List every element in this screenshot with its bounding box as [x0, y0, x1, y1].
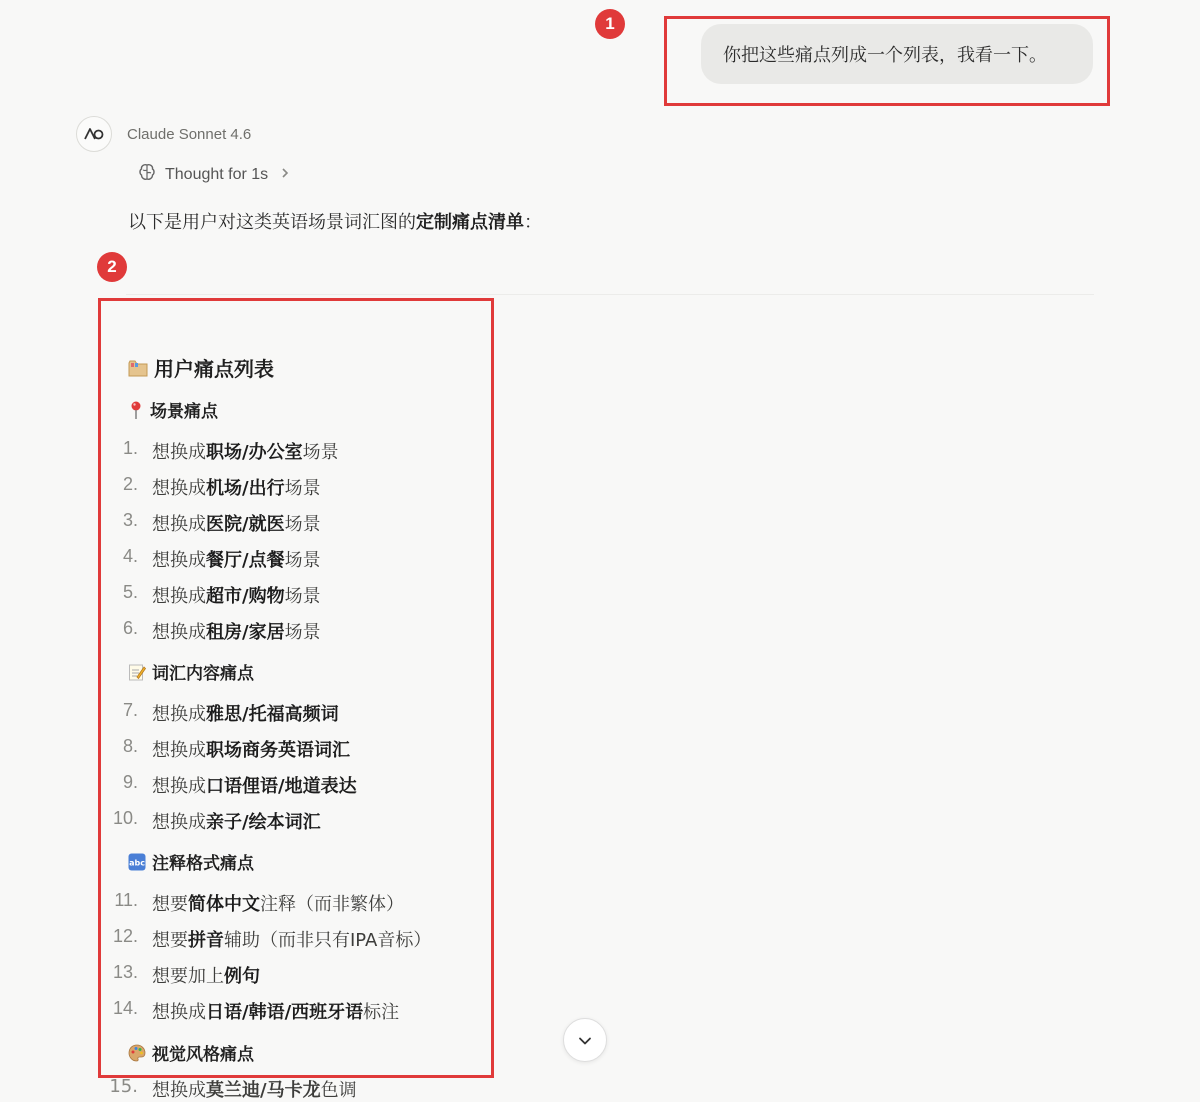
- item-number: 15.: [109, 1076, 138, 1097]
- list-item: [0, 510, 321, 536]
- section-heading-vocab: [128, 659, 254, 684]
- memo-icon: [128, 663, 146, 681]
- section-heading-format: [128, 849, 254, 874]
- list-item: [0, 772, 357, 798]
- list-item: [0, 474, 321, 500]
- item-number: 13.: [112, 962, 138, 982]
- item-number: 11.: [114, 890, 138, 910]
- thought-toggle[interactable]: [137, 162, 290, 187]
- item-number: 6.: [122, 618, 138, 638]
- item-text: 想换成职场商务英语词汇: [152, 740, 350, 761]
- section-title: 词汇内容痛点: [152, 664, 254, 684]
- item-number: 12.: [112, 926, 138, 946]
- item-number: 1.: [122, 438, 138, 458]
- item-number: 10.: [112, 808, 138, 828]
- section-heading-visual: [128, 1040, 254, 1065]
- item-text: 想换成餐厅/点餐场景: [152, 550, 321, 571]
- brain-icon: [137, 162, 157, 187]
- item-text: 想换成超市/购物场景: [152, 586, 321, 607]
- annotation-marker-1: 1: [595, 9, 625, 39]
- item-text: 想换成亲子/绘本词汇: [152, 812, 321, 833]
- list-item: [0, 546, 321, 572]
- item-text: 想换成租房/家居场景: [152, 622, 321, 643]
- item-number: 8.: [122, 736, 138, 756]
- folder-icon: [128, 359, 148, 377]
- list-item: [0, 1076, 357, 1102]
- chevron-right-icon: [280, 166, 290, 184]
- item-text: 想要拼音辅助（而非只有IPA音标）: [152, 930, 432, 951]
- list-item: [0, 998, 399, 1024]
- thought-label: Thought for 1s: [165, 165, 269, 183]
- assistant-header: [76, 116, 251, 152]
- section-title: 视觉风格痛点: [152, 1045, 254, 1065]
- item-text: 想换成医院/就医场景: [152, 514, 321, 535]
- chevron-down-icon: [578, 1031, 592, 1050]
- item-text: 想换成日语/韩语/西班牙语标注: [152, 1002, 400, 1023]
- item-text: 想换成雅思/托福高频词: [152, 704, 339, 725]
- item-text: 想要简体中文注释（而非繁体）: [152, 894, 404, 915]
- item-text: 想换成莫兰迪/马卡龙色调: [152, 1080, 357, 1101]
- item-text: 想换成口语俚语/地道表达: [152, 776, 357, 797]
- user-message-bubble: [701, 24, 1093, 84]
- list-item: [0, 962, 260, 988]
- abc-icon: [128, 853, 146, 871]
- list-title: [128, 353, 274, 382]
- intro-prefix: 以下是用户对这类英语场景词汇图的: [128, 212, 416, 233]
- item-number: 9.: [122, 772, 138, 792]
- intro-suffix: ：: [524, 212, 542, 233]
- annotation-marker-2: 2: [97, 252, 127, 282]
- item-number: 7.: [122, 700, 138, 720]
- user-message-text: 你把这些痛点列成一个列表，我看一下。: [723, 45, 1047, 66]
- item-number: 3.: [122, 510, 138, 530]
- scroll-to-bottom-button[interactable]: [563, 1018, 607, 1062]
- section-heading-scene: [128, 397, 218, 422]
- item-text: 想换成职场/办公室场景: [152, 442, 339, 463]
- palette-icon: [128, 1044, 146, 1062]
- list-item: [0, 618, 321, 644]
- model-name: Claude Sonnet 4.6: [127, 125, 252, 143]
- section-title: 注释格式痛点: [152, 854, 254, 874]
- item-number: 14.: [112, 998, 138, 1018]
- item-text: 想换成机场/出行场景: [152, 478, 321, 499]
- svg-text:abc: abc: [129, 858, 145, 867]
- list-item: [0, 438, 339, 464]
- list-item: [0, 808, 321, 834]
- list-title-text: 用户痛点列表: [154, 357, 274, 381]
- item-text: 想要加上例句: [152, 966, 260, 987]
- list-item: [0, 926, 431, 952]
- item-number: 4.: [122, 546, 138, 566]
- list-item: [0, 700, 339, 726]
- list-item: [0, 736, 350, 762]
- intro-bold: 定制痛点清单: [416, 212, 524, 233]
- pin-icon: [128, 400, 144, 420]
- list-item: [0, 890, 404, 916]
- list-item: [0, 582, 321, 608]
- item-number: 2.: [122, 474, 138, 494]
- item-number: 5.: [122, 582, 138, 602]
- claude-logo-icon: [76, 116, 112, 152]
- section-title: 场景痛点: [150, 402, 218, 422]
- divider: [126, 294, 1094, 295]
- intro-text: [128, 208, 542, 234]
